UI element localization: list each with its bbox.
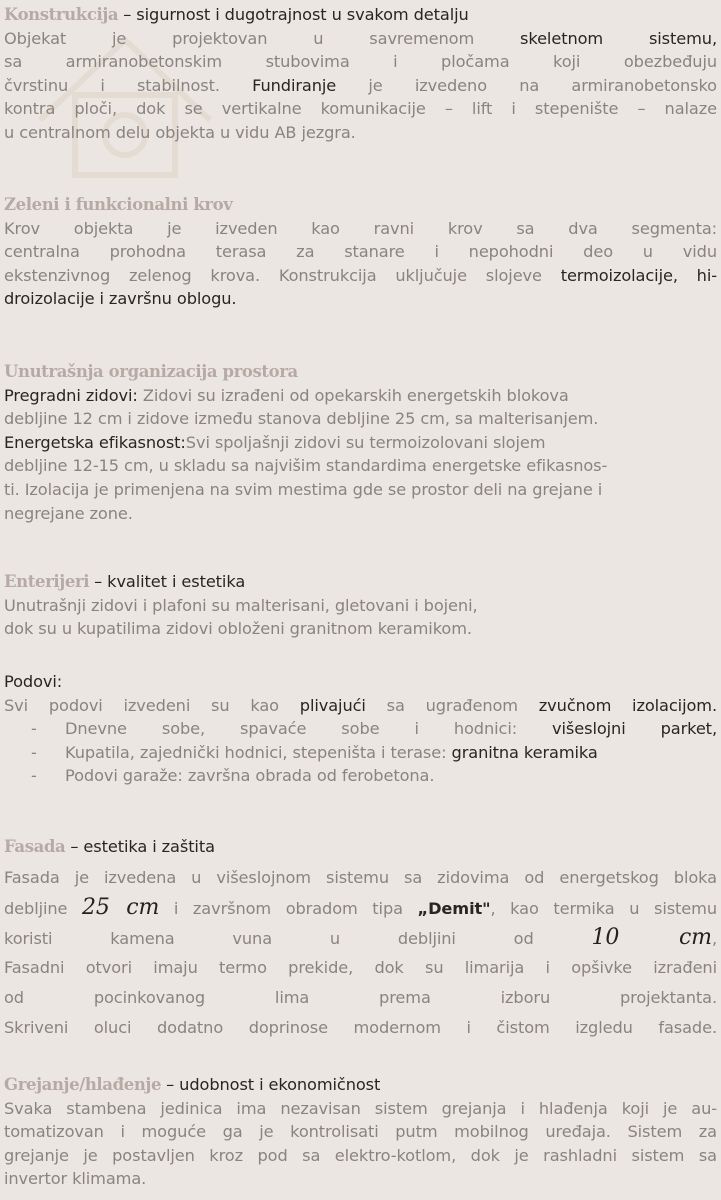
section-krov <box>4 193 717 311</box>
paragraph-line: negrejane zone. <box>4 503 133 523</box>
paragraph-line: Svaka stambena jedinica ima nezavisan sistem grejanja i hlađenja koji je au- <box>4 1098 717 1118</box>
section-konstrukcija <box>4 3 717 145</box>
section-heading <box>4 3 717 27</box>
paragraph-line: kontra ploči, dok se vertikalne komunikacije – lift i stepenište – nalaze <box>4 99 717 119</box>
section-podovi <box>4 670 717 788</box>
paragraph-line: Fasada je izvedena u višeslojnom sistemu sa zidovima od energetskog bloka <box>4 867 717 887</box>
section-enterijeri <box>4 570 717 641</box>
list-item: - Kupatila, zajednički hodnici, stepeništa i terase: granitna keramika <box>31 742 598 762</box>
paragraph-line: Svi podovi izvedeni su kao plivajući sa ugrađenom zvučnom izolacijom. <box>4 695 717 715</box>
section-heading <box>4 1073 717 1097</box>
paragraph-line: od pocinkovanog lima prema izboru projektanta. <box>4 987 717 1007</box>
paragraph-line: grejanje je postavljen kroz pod sa elektro-kotlom, dok je rashladni sistem sa <box>4 1145 717 1165</box>
section-heading <box>4 360 717 384</box>
heading-subtitle: – estetika i zaštita <box>65 837 215 856</box>
paragraph-line: dok su u kupatilima zidovi obloženi granitnom keramikom. <box>4 619 472 639</box>
section-grejanje <box>4 1073 717 1191</box>
list-item: - Podovi garaže: završna obrada od ferobetona. <box>31 766 435 786</box>
heading-subtitle: – kvalitet i estetika <box>89 572 246 591</box>
heading-title: Zeleni i funkcionalni krov <box>4 195 233 214</box>
paragraph-line: invertor klimama. <box>4 1169 147 1189</box>
paragraph-line: Unutrašnji zidovi i plafoni su malterisani, gletovani i bojeni, <box>4 595 478 615</box>
heading-title: Unutrašnja organizacija prostora <box>4 362 298 381</box>
handwritten-value: 10 cm <box>591 924 712 950</box>
section-heading <box>4 835 717 859</box>
paragraph-line: Krov objekta je izveden kao ravni krov sa dva segmenta: <box>4 218 717 238</box>
heading-title: Enterijeri <box>4 572 90 591</box>
paragraph-line: centralna prohodna terasa za stanare i nepohodni deo u vidu <box>4 242 717 262</box>
section-unutrasnja <box>4 360 717 525</box>
paragraph-line: čvrstinu i stabilnost. Fundiranje je izvedeno na armiranobetonsko <box>4 75 717 95</box>
heading-title: Grejanje/hlađenje <box>4 1075 162 1094</box>
heading-subtitle: – sigurnost i dugotrajnost u svakom detalju <box>118 5 469 24</box>
section-heading <box>4 193 717 217</box>
heading-subtitle: – udobnost i ekonomičnost <box>161 1075 381 1094</box>
paragraph-line: Fasadni otvori imaju termo prekide, dok su limarija i opšivke izrađeni <box>4 957 717 977</box>
heading-title: Konstrukcija <box>4 5 119 24</box>
heading-title: Fasada <box>4 837 66 856</box>
paragraph-line: tomatizovan i moguće ga je kontrolisati putm mobilnog uređaja. Sistem za <box>4 1122 717 1142</box>
paragraph-line: droizolacije i završnu oblogu. <box>4 289 237 309</box>
paragraph-line: debljine 25 cm i završnom obradom tipa „Demit", kao termika u sistemu <box>4 894 717 920</box>
paragraph-line: ti. Izolacija je primenjena na svim mestima gde se prostor deli na grejane i <box>4 479 603 499</box>
paragraph-line: Pregradni zidovi: Zidovi su izrađeni od opekarskih energetskih blokova <box>4 385 569 405</box>
paragraph-line: Energetska efikasnost:Svi spoljašnji zidovi su termoizolovani slojem <box>4 432 546 452</box>
paragraph-line: u centralnom delu objekta u vidu AB jezgra. <box>4 122 356 142</box>
paragraph-line: debljine 12-15 cm, u skladu sa najvišim standardima energetske efikasnos- <box>4 456 608 476</box>
section-heading: Podovi: <box>4 672 63 691</box>
paragraph-line: Skriveni oluci dodatno doprinose modernom i čistom izgledu fasade. <box>4 1017 717 1037</box>
paragraph-line: Objekat je projektovan u savremenom skeletnom sistemu, <box>4 28 717 48</box>
paragraph-line: debljine 12 cm i zidove između stanova debljine 25 cm, sa malterisanjem. <box>4 409 599 429</box>
section-heading <box>4 570 717 594</box>
list-item: - Dnevne sobe, spavaće sobe i hodnici: višeslojni parket, <box>31 719 717 739</box>
paragraph-line: koristi kamena vuna u debljini od 10 cm, <box>4 924 717 950</box>
section-fasada <box>4 835 717 1043</box>
paragraph-line: ekstenzivnog zelenog krova. Konstrukcija uključuje slojeve termoizolacije, hi- <box>4 265 717 285</box>
paragraph-line: sa armiranobetonskim stubovima i pločama koji obezbeđuju <box>4 52 717 72</box>
handwritten-value: 25 cm <box>82 894 160 920</box>
